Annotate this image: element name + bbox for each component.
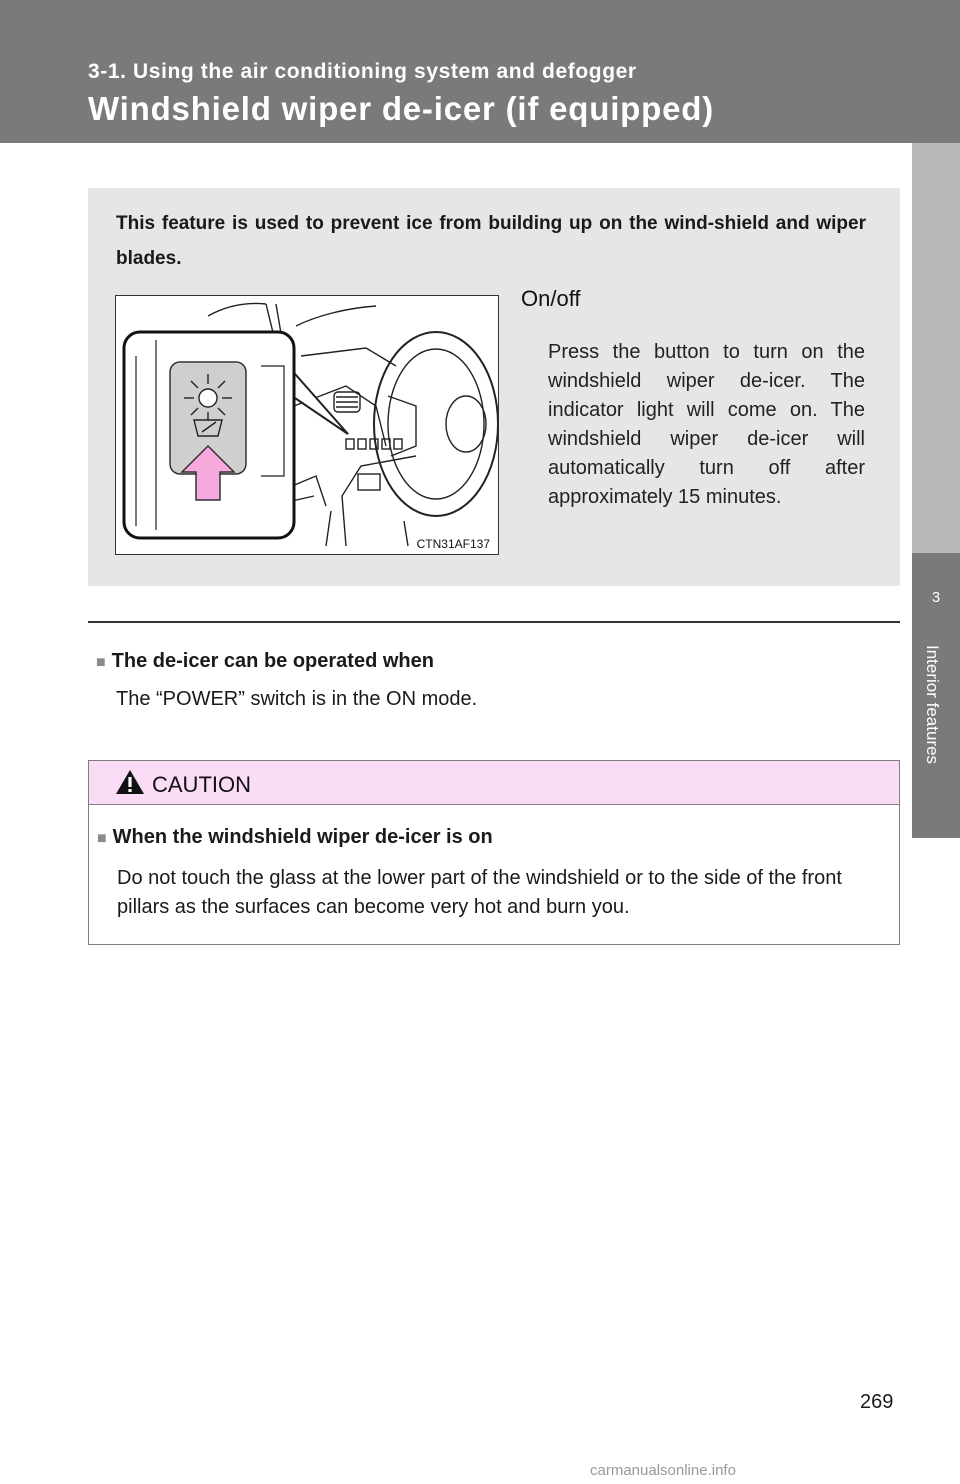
note-heading-text: The de-icer can be operated when	[111, 650, 434, 672]
up-arrow-icon	[116, 296, 499, 555]
chapter-tab[interactable]	[912, 553, 960, 838]
intro-text: This feature is used to prevent ice from building up on the wind-shield and wiper blades.	[116, 213, 866, 269]
page-title: Windshield wiper de-icer (if equipped)	[88, 90, 714, 127]
warning-triangle-icon	[115, 769, 145, 795]
caution-subheading-text: When the windshield wiper de-icer is on	[112, 826, 493, 848]
caution-box	[88, 760, 900, 945]
side-tab-upper	[912, 143, 960, 553]
caution-body: Do not touch the glass at the lower part of the windshield or to the side of the front pillars as the surfaces can become very hot and burn you.	[117, 867, 842, 918]
chapter-name: Interior features	[923, 645, 942, 765]
bullet-icon: ■	[97, 830, 107, 847]
note-heading	[96, 650, 434, 673]
watermark: carmanualsonline.info	[590, 1462, 736, 1479]
chapter-number: 3	[931, 589, 941, 606]
page-number: 269	[860, 1391, 894, 1413]
caution-label: CAUTION	[152, 772, 251, 797]
item-title: On/off	[521, 286, 581, 311]
section-label: 3-1. Using the air conditioning system and defogger	[88, 60, 637, 83]
page-header	[0, 0, 960, 143]
dashboard-illustration	[115, 295, 499, 555]
intro-box	[88, 188, 900, 586]
caution-subheading	[97, 826, 493, 849]
item-description: Press the button to turn on the windshield wiper de-icer. The indicator light will come on. The windshield wiper de-icer will automatically turn off after approximately 15 minutes.	[548, 341, 865, 508]
note-body: The “POWER” switch is in the ON mode.	[116, 688, 478, 710]
section-divider	[88, 621, 900, 623]
bullet-icon: ■	[96, 654, 106, 671]
caution-header	[89, 761, 899, 805]
figure-code: CTN31AF137	[416, 537, 490, 551]
